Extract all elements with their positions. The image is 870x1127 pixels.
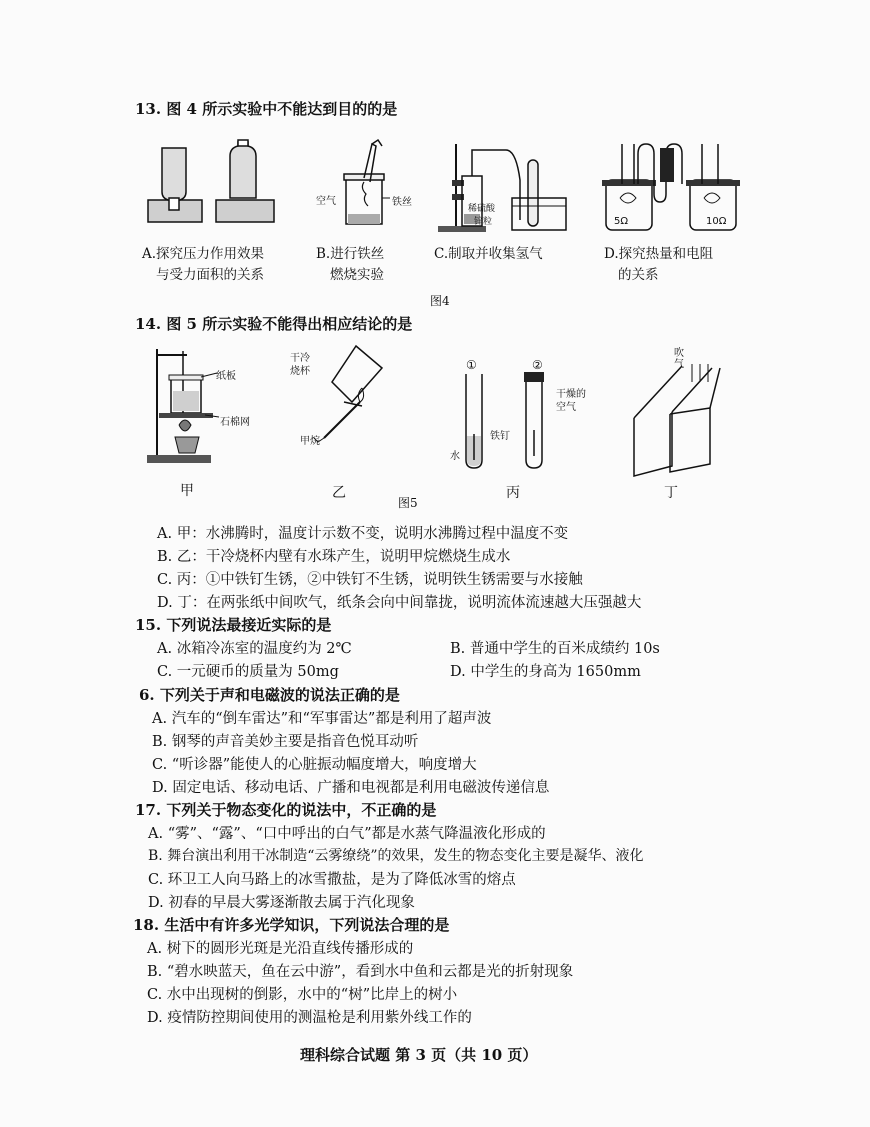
caption-4c: C.制取并收集氢气 [434,246,543,262]
q16-option-c: C. “听诊器”能使人的心脏振动幅度增大，响度增大 [152,757,477,773]
figure-4b-iron-wire [320,138,400,230]
q17-option-b: B. 舞台演出利用干冰制造“云雾缭绕”的效果，发生的物态变化主要是凝华、液化 [148,848,644,864]
label-tube-2: ② [532,358,543,372]
label-paper-board: 纸板 [216,371,236,382]
caption-bing: 丙 [506,485,520,501]
label-blow-air: 吹气 [674,348,684,370]
caption-jia: 甲 [180,483,194,499]
q15-option-c: C. 一元硬币的质量为 50mg [157,664,339,680]
question-14-title: 14. 图 5 所示实验不能得出相应结论的是 [135,315,413,333]
figure-5-jia-boiling [145,345,255,467]
figure-4a-bottles [140,140,280,230]
q16-option-a: A. 汽车的“倒车雷达”和“军事雷达”都是利用了超声波 [152,711,492,727]
q14-option-a: A. 甲：水沸腾时，温度计示数不变，说明水沸腾过程中温度不变 [157,526,569,542]
label-dilute-acid: 稀硫酸 [468,204,496,214]
q16-option-d: D. 固定电话、移动电话、广播和电视都是利用电磁波传递信息 [152,780,550,796]
label-asbestos-net: 石棉网 [220,417,250,428]
label-tube-1: ① [466,358,477,372]
figure-5-bing-nails [448,370,558,474]
caption-ding: 丁 [664,485,678,501]
caption-4d: D.探究热量和电阻 的关系 [604,246,714,283]
label-zinc: 锌粒 [474,217,493,227]
question-13-title: 13. 图 4 所示实验中不能达到目的的是 [135,100,398,118]
q14-option-c: C. 丙：①中铁钉生锈，②中铁钉不生锈，说明铁生锈需要与水接触 [157,572,583,588]
label-dry: 干燥的 [556,389,586,400]
q16-option-b: B. 钢琴的声音美妙主要是指音色悦耳动听 [152,734,419,750]
caption-4b: B.进行铁丝 燃烧实验 [316,246,385,283]
label-10-ohm: 10Ω [706,216,727,227]
figure-5-ding-papers [630,360,740,476]
caption-4a: A.探究压力作用效果 与受力面积的关系 [142,246,265,283]
label-nail: 铁钉 [490,431,510,442]
label-beaker: 烧杯 [290,366,310,377]
q17-option-d: D. 初春的早晨大雾逐渐散去属于汽化现象 [148,895,415,911]
q18-option-c: C. 水中出现树的倒影，水中的“树”比岸上的树小 [147,987,458,1003]
q15-option-d: D. 中学生的身高为 1650mm [450,664,641,680]
q14-option-b: B. 乙：干冷烧杯内壁有水珠产生，说明甲烷燃烧生成水 [157,549,511,565]
label-air: 空气 [316,196,336,207]
q17-option-a: A. “雾”、“露”、“口中呼出的白气”都是水蒸气降温液化形成的 [148,826,546,842]
question-16-title: 6. 下列关于声和电磁波的说法正确的是 [139,686,400,704]
page-footer: 理科综合试题 第 3 页（共 10 页） [300,1046,538,1064]
q17-option-c: C. 环卫工人向马路上的冰雪撒盐，是为了降低冰雪的熔点 [148,872,516,888]
q14-option-d: D. 丁：在两张纸中间吹气，纸条会向中间靠拢，说明流体流速越大压强越大 [157,595,642,611]
q18-option-a: A. 树下的圆形光斑是光沿直线传播形成的 [147,941,414,957]
label-iron-wire: 铁丝 [392,197,412,208]
figure-5-label: 图5 [398,496,418,510]
q15-option-b: B. 普通中学生的百米成绩约 10s [450,641,660,657]
figure-4-label: 图4 [430,294,450,308]
label-water: 水 [450,451,460,462]
q18-option-d: D. 疫情防控期间使用的测温枪是利用紫外线工作的 [147,1010,472,1026]
caption-yi: 乙 [332,485,346,501]
label-5-ohm: 5Ω [614,216,629,227]
label-dry-cold: 干冷 [290,353,310,364]
question-17-title: 17. 下列关于物态变化的说法中，不正确的是 [135,801,437,819]
question-15-title: 15. 下列说法最接近实际的是 [135,616,332,634]
q15-option-a: A. 冰箱冷冻室的温度约为 2℃ [157,641,352,657]
label-methane: 甲烷 [300,436,320,447]
q18-option-b: B. “碧水映蓝天，鱼在云中游”，看到水中鱼和云都是光的折射现象 [147,964,574,980]
figure-4c-hydrogen-setup [432,140,572,236]
label-air-2: 空气 [556,402,576,413]
question-18-title: 18. 生活中有许多光学知识，下列说法合理的是 [133,916,450,934]
